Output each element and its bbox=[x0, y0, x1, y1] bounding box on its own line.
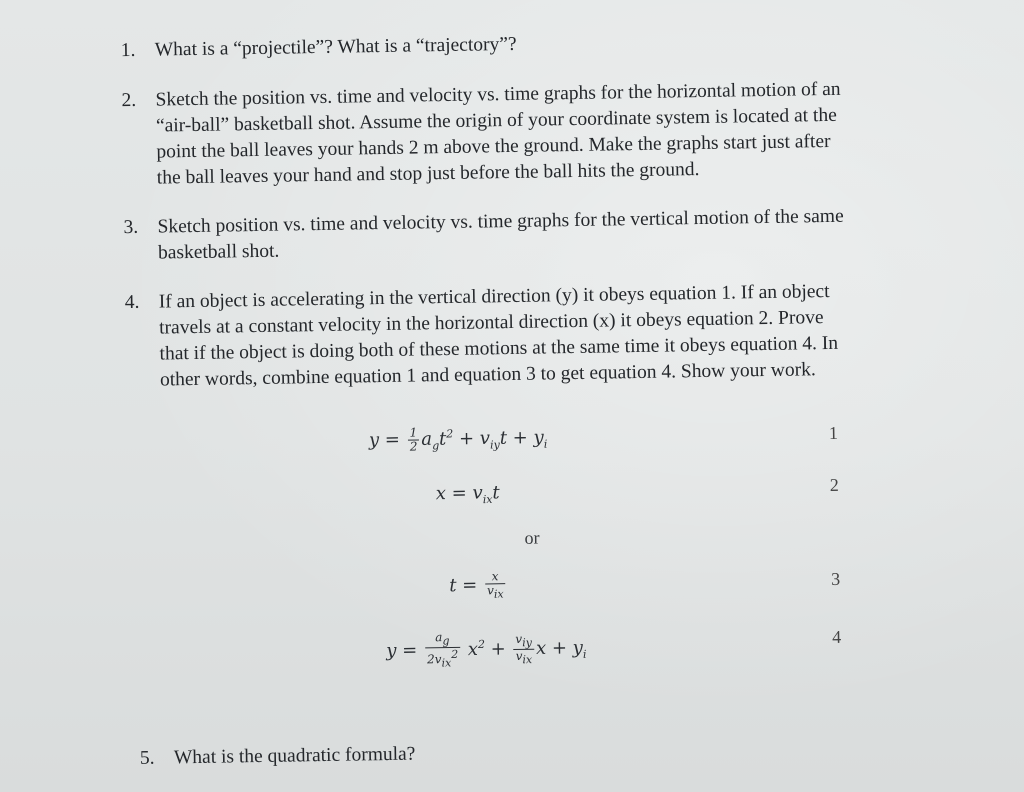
question-text-line: travels at a constant velocity in the horizontal direction (x) it obeys equation 2. Prove bbox=[159, 307, 824, 339]
or-label: or bbox=[524, 527, 540, 548]
question-text-line: What is the quadratic formula? bbox=[173, 743, 416, 769]
equation-number: 4 bbox=[831, 626, 842, 648]
question-text-line: the ball leaves your hand and stop just before the ball hits the ground. bbox=[156, 159, 700, 189]
question-text-line: point the ball leaves your hands 2 m above the ground. Make the graphs start just after bbox=[156, 130, 831, 163]
equation-4: y = $\frac{a_g}{2v_{ix}^2}$ $x^2$ + $\frac{v_{iy}}{v_{ix}}$ $x + y_i$ bbox=[386, 630, 587, 670]
question-text-line: What is a “projectile”? What is a “trajectory”? bbox=[154, 33, 517, 61]
question-text-line: other words, combine equation 1 and equation 3 to get equation 4. Show your work. bbox=[159, 359, 816, 391]
equation-number: 2 bbox=[829, 474, 839, 496]
equation-number: 3 bbox=[831, 568, 841, 590]
question-number: 3. bbox=[123, 216, 139, 239]
question-text-line: Sketch the position vs. time and velocity vs. time graphs for the horizontal motion of an bbox=[155, 78, 841, 111]
equation-2: $x = v_{ix}t$ bbox=[435, 482, 500, 507]
question-text-line: that if the object is doing both of these motions at the same time it obeys equation 4. In bbox=[159, 332, 839, 365]
equation-1: y = $\frac{1}{2}$ $a_gt^2 + v_{iy}t + y_i$ bbox=[368, 425, 548, 454]
equation-3: t = $\frac{x}{v_{ix}}$ bbox=[449, 569, 504, 601]
question-number: 5. bbox=[139, 747, 155, 769]
question-text-line: “air-ball” basketball shot. Assume the origin of your coordinate system is located at the bbox=[155, 104, 837, 137]
equation-number: 1 bbox=[828, 422, 839, 444]
question-text-line: If an object is accelerating in the vertical direction (y) it obeys equation 1. If an object bbox=[158, 281, 830, 313]
question-number: 4. bbox=[124, 291, 140, 314]
question-text-line: Sketch position vs. time and velocity vs. time graphs for the vertical motion of the same bbox=[157, 205, 844, 238]
question-text-line: basketball shot. bbox=[157, 240, 280, 264]
question-number: 2. bbox=[121, 89, 137, 112]
question-number: 1. bbox=[120, 39, 136, 62]
